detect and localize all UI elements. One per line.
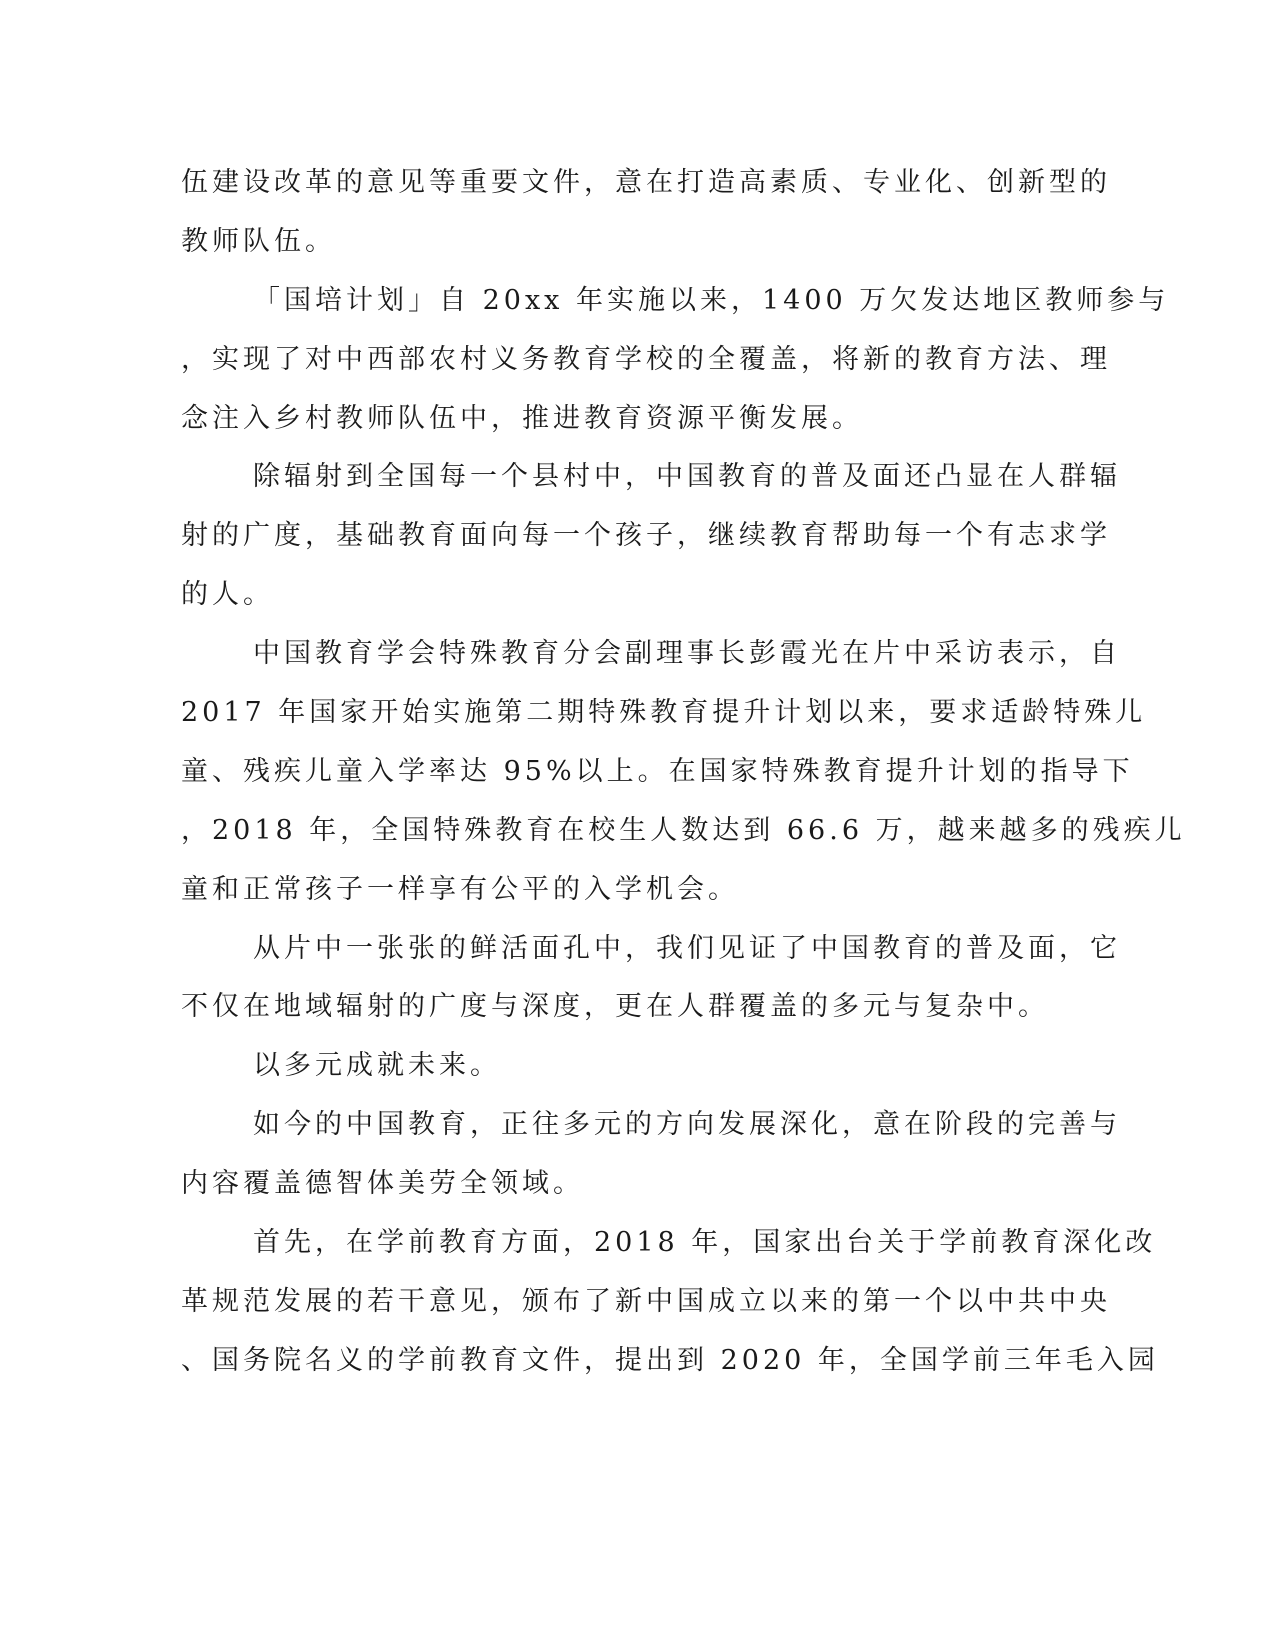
text-line: 射的广度，基础教育面向每一个孩子，继续教育帮助每一个有志求学 bbox=[181, 520, 1111, 552]
text-line: ，实现了对中西部农村义务教育学校的全覆盖，将新的教育方法、理 bbox=[181, 343, 1111, 375]
paragraph-first-line: 中国教育学会特殊教育分会副理事长彭霞光在片中采访表示，自 bbox=[253, 638, 1121, 670]
text-line: ，2018 年，全国特殊教育在校生人数达到 66.6 万，越来越多的残疾儿 bbox=[181, 814, 1186, 846]
text-line: 、国务院名义的学前教育文件，提出到 2020 年，全国学前三年毛入园 bbox=[181, 1344, 1159, 1376]
text-line: 革规范发展的若干意见，颁布了新中国成立以来的第一个以中共中央 bbox=[181, 1285, 1111, 1317]
text-line: 童和正常孩子一样享有公平的入学机会。 bbox=[181, 873, 739, 905]
paragraph-first-line: 首先，在学前教育方面，2018 年，国家出台关于学前教育深化改 bbox=[253, 1227, 1157, 1259]
text-line: 2017 年国家开始实施第二期特殊教育提升计划以来，要求适龄特殊儿 bbox=[181, 697, 1147, 729]
text-line: 伍建设改革的意见等重要文件，意在打造高素质、专业化、创新型的 bbox=[181, 167, 1111, 198]
text-line: 不仅在地域辐射的广度与深度，更在人群覆盖的多元与复杂中。 bbox=[181, 991, 1049, 1023]
text-line: 念注入乡村教师队伍中，推进教育资源平衡发展。 bbox=[181, 402, 863, 434]
document-body bbox=[181, 154, 1186, 1391]
text-line: 的人。 bbox=[181, 579, 274, 611]
paragraph-first-line: 除辐射到全国每一个县村中，中国教育的普及面还凸显在人群辐 bbox=[253, 461, 1121, 493]
paragraph-first-line: 从片中一张张的鲜活面孔中，我们见证了中国教育的普及面，它 bbox=[253, 932, 1121, 964]
text-line: 教师队伍。 bbox=[181, 225, 336, 257]
paragraph-first-line: 「国培计划」自 20xx 年实施以来，1400 万欠发达地区教师参与 bbox=[253, 284, 1170, 316]
text-line: 童、残疾儿童入学率达 95%以上。在国家特殊教育提升计划的指导下 bbox=[181, 755, 1134, 787]
text-line: 内容覆盖德智体美劳全领域。 bbox=[181, 1168, 584, 1200]
paragraph-first-line: 以多元成就未来。 bbox=[253, 1050, 501, 1082]
paragraph-first-line: 如今的中国教育，正往多元的方向发展深化，意在阶段的完善与 bbox=[253, 1109, 1121, 1141]
